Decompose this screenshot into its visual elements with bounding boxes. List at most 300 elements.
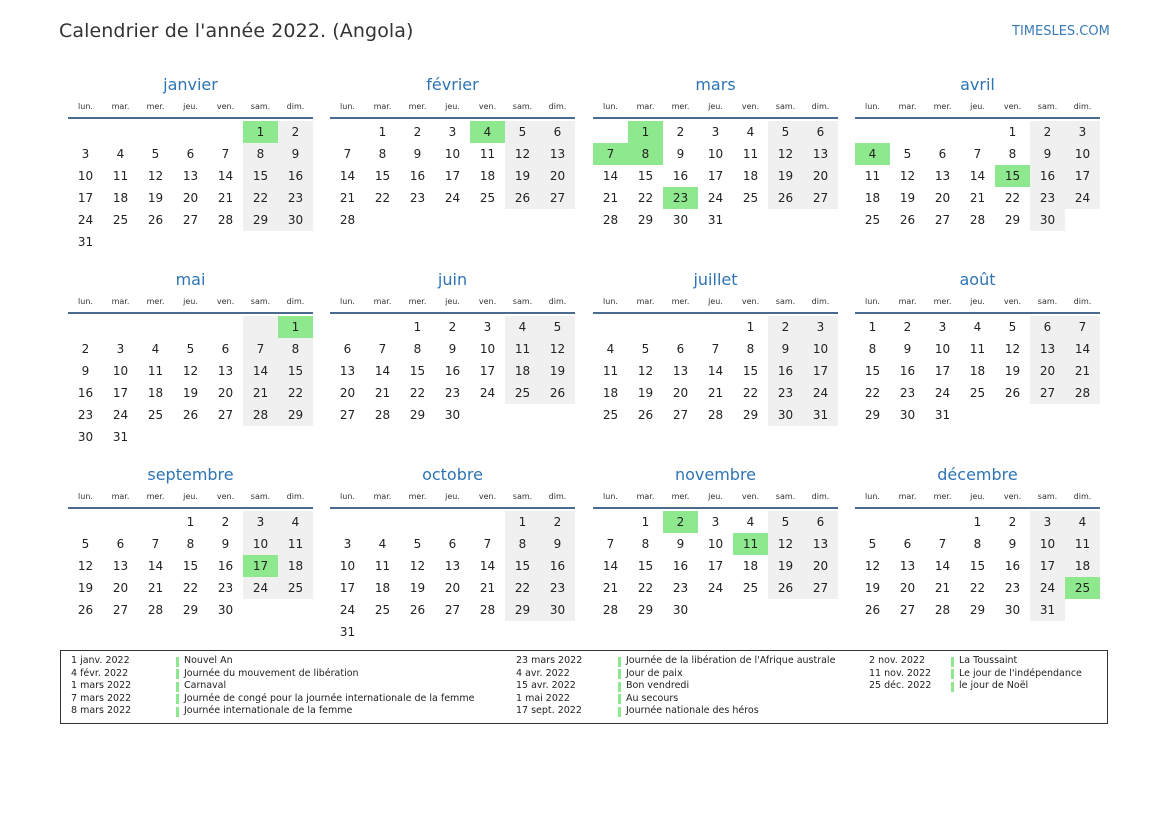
day-cell[interactable]: 18 — [374, 581, 391, 595]
day-cell[interactable]: 31 — [1030, 599, 1065, 621]
day-cell[interactable]: 29 — [182, 603, 199, 617]
day-cell[interactable]: 16 — [278, 165, 313, 187]
holiday-day-cell[interactable]: 7 — [593, 143, 628, 165]
day-cell[interactable]: 30 — [278, 209, 313, 231]
day-cell[interactable]: 5 — [868, 537, 877, 551]
day-cell[interactable]: 30 — [672, 213, 689, 227]
day-cell[interactable]: 2 — [221, 515, 230, 529]
day-cell[interactable]: 28 — [1065, 382, 1100, 404]
day-cell[interactable]: 8 — [641, 537, 650, 551]
holiday-day-cell[interactable]: 1 — [243, 121, 278, 143]
day-cell[interactable]: 10 — [444, 147, 461, 161]
day-cell[interactable]: 21 — [602, 191, 619, 205]
day-cell[interactable]: 14 — [602, 559, 619, 573]
day-cell[interactable]: 3 — [711, 515, 720, 529]
day-cell[interactable]: 13 — [182, 169, 199, 183]
day-cell[interactable]: 21 — [1065, 360, 1100, 382]
day-cell[interactable]: 10 — [112, 364, 129, 378]
day-cell[interactable]: 7 — [221, 147, 230, 161]
day-cell[interactable]: 20 — [803, 555, 838, 577]
holiday-day-cell[interactable]: 2 — [663, 511, 698, 533]
day-cell[interactable]: 2 — [1030, 121, 1065, 143]
day-cell[interactable]: 11 — [278, 533, 313, 555]
day-cell[interactable]: 11 — [479, 147, 496, 161]
day-cell[interactable]: 22 — [505, 577, 540, 599]
day-cell[interactable]: 23 — [899, 386, 916, 400]
day-cell[interactable]: 28 — [374, 408, 391, 422]
day-cell[interactable]: 29 — [278, 404, 313, 426]
day-cell[interactable]: 7 — [151, 537, 160, 551]
day-cell[interactable]: 22 — [243, 187, 278, 209]
day-cell[interactable]: 3 — [1065, 121, 1100, 143]
day-cell[interactable]: 3 — [1030, 511, 1065, 533]
day-cell[interactable]: 12 — [182, 364, 199, 378]
day-cell[interactable]: 5 — [151, 147, 160, 161]
day-cell[interactable]: 24 — [803, 382, 838, 404]
day-cell[interactable]: 22 — [637, 581, 654, 595]
day-cell[interactable]: 14 — [707, 364, 724, 378]
day-cell[interactable]: 29 — [1004, 213, 1021, 227]
day-cell[interactable]: 24 — [444, 191, 461, 205]
day-cell[interactable]: 14 — [1065, 338, 1100, 360]
day-cell[interactable]: 17 — [112, 386, 129, 400]
day-cell[interactable]: 4 — [973, 320, 982, 334]
day-cell[interactable]: 9 — [903, 342, 912, 356]
day-cell[interactable]: 9 — [676, 147, 685, 161]
day-cell[interactable]: 21 — [969, 191, 986, 205]
day-cell[interactable]: 13 — [934, 169, 951, 183]
day-cell[interactable]: 3 — [448, 125, 457, 139]
day-cell[interactable]: 24 — [339, 603, 356, 617]
day-cell[interactable]: 8 — [746, 342, 755, 356]
day-cell[interactable]: 3 — [343, 537, 352, 551]
day-cell[interactable]: 23 — [77, 408, 94, 422]
day-cell[interactable]: 9 — [221, 537, 230, 551]
day-cell[interactable]: 12 — [147, 169, 164, 183]
day-cell[interactable]: 25 — [742, 581, 759, 595]
day-cell[interactable]: 17 — [1030, 555, 1065, 577]
day-cell[interactable]: 25 — [602, 408, 619, 422]
day-cell[interactable]: 18 — [147, 386, 164, 400]
day-cell[interactable]: 7 — [973, 147, 982, 161]
day-cell[interactable]: 3 — [803, 316, 838, 338]
day-cell[interactable]: 25 — [278, 577, 313, 599]
day-cell[interactable]: 15 — [243, 165, 278, 187]
day-cell[interactable]: 23 — [1004, 581, 1021, 595]
day-cell[interactable]: 6 — [448, 537, 457, 551]
day-cell[interactable]: 11 — [147, 364, 164, 378]
day-cell[interactable]: 18 — [864, 191, 881, 205]
day-cell[interactable]: 12 — [768, 533, 803, 555]
day-cell[interactable]: 26 — [768, 577, 803, 599]
day-cell[interactable]: 21 — [147, 581, 164, 595]
day-cell[interactable]: 25 — [147, 408, 164, 422]
day-cell[interactable]: 3 — [938, 320, 947, 334]
day-cell[interactable]: 18 — [1065, 555, 1100, 577]
day-cell[interactable]: 27 — [934, 213, 951, 227]
day-cell[interactable]: 17 — [1065, 165, 1100, 187]
day-cell[interactable]: 23 — [444, 386, 461, 400]
day-cell[interactable]: 17 — [707, 559, 724, 573]
day-cell[interactable]: 26 — [637, 408, 654, 422]
day-cell[interactable]: 7 — [711, 342, 720, 356]
holiday-day-cell[interactable]: 23 — [663, 187, 698, 209]
day-cell[interactable]: 9 — [81, 364, 90, 378]
day-cell[interactable]: 7 — [378, 342, 387, 356]
day-cell[interactable]: 27 — [339, 408, 356, 422]
day-cell[interactable]: 20 — [217, 386, 234, 400]
day-cell[interactable]: 16 — [1004, 559, 1021, 573]
day-cell[interactable]: 28 — [479, 603, 496, 617]
day-cell[interactable]: 15 — [505, 555, 540, 577]
day-cell[interactable]: 22 — [182, 581, 199, 595]
day-cell[interactable]: 27 — [803, 187, 838, 209]
day-cell[interactable]: 11 — [374, 559, 391, 573]
day-cell[interactable]: 23 — [278, 187, 313, 209]
day-cell[interactable]: 10 — [803, 338, 838, 360]
day-cell[interactable]: 24 — [112, 408, 129, 422]
day-cell[interactable]: 4 — [746, 125, 755, 139]
day-cell[interactable]: 17 — [707, 169, 724, 183]
day-cell[interactable]: 27 — [444, 603, 461, 617]
day-cell[interactable]: 18 — [602, 386, 619, 400]
day-cell[interactable]: 20 — [899, 581, 916, 595]
day-cell[interactable]: 13 — [112, 559, 129, 573]
day-cell[interactable]: 1 — [413, 320, 422, 334]
day-cell[interactable]: 15 — [409, 364, 426, 378]
day-cell[interactable]: 10 — [934, 342, 951, 356]
day-cell[interactable]: 6 — [938, 147, 947, 161]
day-cell[interactable]: 12 — [77, 559, 94, 573]
day-cell[interactable]: 16 — [899, 364, 916, 378]
day-cell[interactable]: 9 — [1008, 537, 1017, 551]
day-cell[interactable]: 8 — [868, 342, 877, 356]
day-cell[interactable]: 16 — [768, 360, 803, 382]
day-cell[interactable]: 25 — [112, 213, 129, 227]
holiday-day-cell[interactable]: 1 — [628, 121, 663, 143]
day-cell[interactable]: 19 — [637, 386, 654, 400]
day-cell[interactable]: 4 — [606, 342, 615, 356]
day-cell[interactable]: 29 — [243, 209, 278, 231]
day-cell[interactable]: 21 — [934, 581, 951, 595]
day-cell[interactable]: 26 — [540, 382, 575, 404]
day-cell[interactable]: 8 — [505, 533, 540, 555]
day-cell[interactable]: 29 — [742, 408, 759, 422]
day-cell[interactable]: 10 — [77, 169, 94, 183]
day-cell[interactable]: 29 — [505, 599, 540, 621]
day-cell[interactable]: 28 — [602, 603, 619, 617]
day-cell[interactable]: 2 — [413, 125, 422, 139]
day-cell[interactable]: 14 — [969, 169, 986, 183]
day-cell[interactable]: 9 — [676, 537, 685, 551]
day-cell[interactable]: 13 — [803, 143, 838, 165]
day-cell[interactable]: 30 — [217, 603, 234, 617]
day-cell[interactable]: 18 — [505, 360, 540, 382]
day-cell[interactable]: 1 — [641, 515, 650, 529]
day-cell[interactable]: 11 — [969, 342, 986, 356]
day-cell[interactable]: 20 — [672, 386, 689, 400]
day-cell[interactable]: 2 — [278, 121, 313, 143]
day-cell[interactable]: 20 — [112, 581, 129, 595]
day-cell[interactable]: 21 — [339, 191, 356, 205]
day-cell[interactable]: 22 — [742, 386, 759, 400]
day-cell[interactable]: 17 — [77, 191, 94, 205]
day-cell[interactable]: 30 — [899, 408, 916, 422]
day-cell[interactable]: 2 — [1008, 515, 1017, 529]
day-cell[interactable]: 5 — [413, 537, 422, 551]
day-cell[interactable]: 26 — [768, 187, 803, 209]
day-cell[interactable]: 21 — [602, 581, 619, 595]
day-cell[interactable]: 11 — [112, 169, 129, 183]
day-cell[interactable]: 2 — [540, 511, 575, 533]
day-cell[interactable]: 25 — [505, 382, 540, 404]
day-cell[interactable]: 19 — [540, 360, 575, 382]
holiday-day-cell[interactable]: 15 — [995, 165, 1030, 187]
day-cell[interactable]: 22 — [278, 382, 313, 404]
day-cell[interactable]: 20 — [803, 165, 838, 187]
day-cell[interactable]: 27 — [1030, 382, 1065, 404]
day-cell[interactable]: 31 — [803, 404, 838, 426]
day-cell[interactable]: 21 — [217, 191, 234, 205]
day-cell[interactable]: 13 — [444, 559, 461, 573]
day-cell[interactable]: 20 — [182, 191, 199, 205]
day-cell[interactable]: 31 — [112, 430, 129, 444]
day-cell[interactable]: 29 — [969, 603, 986, 617]
day-cell[interactable]: 3 — [116, 342, 125, 356]
day-cell[interactable]: 18 — [742, 559, 759, 573]
day-cell[interactable]: 8 — [1008, 147, 1017, 161]
day-cell[interactable]: 24 — [707, 191, 724, 205]
day-cell[interactable]: 25 — [969, 386, 986, 400]
day-cell[interactable]: 5 — [903, 147, 912, 161]
day-cell[interactable]: 4 — [278, 511, 313, 533]
day-cell[interactable]: 29 — [864, 408, 881, 422]
day-cell[interactable]: 12 — [864, 559, 881, 573]
day-cell[interactable]: 25 — [864, 213, 881, 227]
day-cell[interactable]: 11 — [1065, 533, 1100, 555]
day-cell[interactable]: 10 — [243, 533, 278, 555]
day-cell[interactable]: 8 — [278, 338, 313, 360]
holiday-day-cell[interactable]: 8 — [628, 143, 663, 165]
day-cell[interactable]: 6 — [903, 537, 912, 551]
day-cell[interactable]: 24 — [707, 581, 724, 595]
holiday-day-cell[interactable]: 11 — [733, 533, 768, 555]
day-cell[interactable]: 25 — [479, 191, 496, 205]
day-cell[interactable]: 21 — [707, 386, 724, 400]
day-cell[interactable]: 24 — [479, 386, 496, 400]
day-cell[interactable]: 4 — [116, 147, 125, 161]
day-cell[interactable]: 19 — [182, 386, 199, 400]
day-cell[interactable]: 22 — [409, 386, 426, 400]
day-cell[interactable]: 15 — [969, 559, 986, 573]
day-cell[interactable]: 12 — [899, 169, 916, 183]
day-cell[interactable]: 19 — [409, 581, 426, 595]
day-cell[interactable]: 29 — [637, 603, 654, 617]
day-cell[interactable]: 17 — [339, 581, 356, 595]
day-cell[interactable]: 13 — [540, 143, 575, 165]
day-cell[interactable]: 6 — [186, 147, 195, 161]
day-cell[interactable]: 16 — [444, 364, 461, 378]
day-cell[interactable]: 12 — [768, 143, 803, 165]
day-cell[interactable]: 8 — [973, 537, 982, 551]
day-cell[interactable]: 23 — [217, 581, 234, 595]
day-cell[interactable]: 8 — [186, 537, 195, 551]
day-cell[interactable]: 12 — [409, 559, 426, 573]
day-cell[interactable]: 20 — [444, 581, 461, 595]
day-cell[interactable]: 5 — [641, 342, 650, 356]
day-cell[interactable]: 5 — [505, 121, 540, 143]
day-cell[interactable]: 15 — [742, 364, 759, 378]
day-cell[interactable]: 6 — [803, 511, 838, 533]
day-cell[interactable]: 13 — [803, 533, 838, 555]
day-cell[interactable]: 30 — [444, 408, 461, 422]
day-cell[interactable]: 10 — [479, 342, 496, 356]
day-cell[interactable]: 4 — [1065, 511, 1100, 533]
day-cell[interactable]: 1 — [186, 515, 195, 529]
day-cell[interactable]: 19 — [768, 165, 803, 187]
day-cell[interactable]: 5 — [186, 342, 195, 356]
day-cell[interactable]: 28 — [243, 404, 278, 426]
day-cell[interactable]: 8 — [378, 147, 387, 161]
day-cell[interactable]: 1 — [868, 320, 877, 334]
day-cell[interactable]: 26 — [147, 213, 164, 227]
day-cell[interactable]: 3 — [711, 125, 720, 139]
day-cell[interactable]: 19 — [1004, 364, 1021, 378]
day-cell[interactable]: 14 — [934, 559, 951, 573]
day-cell[interactable]: 13 — [217, 364, 234, 378]
day-cell[interactable]: 29 — [409, 408, 426, 422]
day-cell[interactable]: 4 — [746, 515, 755, 529]
day-cell[interactable]: 16 — [672, 559, 689, 573]
day-cell[interactable]: 22 — [969, 581, 986, 595]
day-cell[interactable]: 27 — [803, 577, 838, 599]
day-cell[interactable]: 28 — [934, 603, 951, 617]
day-cell[interactable]: 22 — [374, 191, 391, 205]
day-cell[interactable]: 26 — [864, 603, 881, 617]
day-cell[interactable]: 28 — [707, 408, 724, 422]
day-cell[interactable]: 2 — [81, 342, 90, 356]
day-cell[interactable]: 7 — [1065, 316, 1100, 338]
day-cell[interactable]: 6 — [676, 342, 685, 356]
day-cell[interactable]: 23 — [1030, 187, 1065, 209]
day-cell[interactable]: 13 — [672, 364, 689, 378]
day-cell[interactable]: 6 — [343, 342, 352, 356]
day-cell[interactable]: 19 — [147, 191, 164, 205]
day-cell[interactable]: 8 — [413, 342, 422, 356]
day-cell[interactable]: 30 — [1004, 603, 1021, 617]
day-cell[interactable]: 12 — [637, 364, 654, 378]
day-cell[interactable]: 13 — [1030, 338, 1065, 360]
day-cell[interactable]: 9 — [278, 143, 313, 165]
day-cell[interactable]: 9 — [413, 147, 422, 161]
day-cell[interactable]: 16 — [540, 555, 575, 577]
day-cell[interactable]: 14 — [147, 559, 164, 573]
day-cell[interactable]: 19 — [505, 165, 540, 187]
day-cell[interactable]: 2 — [768, 316, 803, 338]
day-cell[interactable]: 5 — [1008, 320, 1017, 334]
day-cell[interactable]: 1 — [973, 515, 982, 529]
day-cell[interactable]: 9 — [768, 338, 803, 360]
day-cell[interactable]: 11 — [742, 147, 759, 161]
day-cell[interactable]: 7 — [606, 537, 615, 551]
day-cell[interactable]: 23 — [768, 382, 803, 404]
day-cell[interactable]: 27 — [899, 603, 916, 617]
day-cell[interactable]: 19 — [77, 581, 94, 595]
day-cell[interactable]: 16 — [1030, 165, 1065, 187]
day-cell[interactable]: 29 — [637, 213, 654, 227]
day-cell[interactable]: 31 — [934, 408, 951, 422]
day-cell[interactable]: 24 — [1065, 187, 1100, 209]
day-cell[interactable]: 31 — [77, 235, 94, 249]
day-cell[interactable]: 1 — [746, 320, 755, 334]
day-cell[interactable]: 17 — [803, 360, 838, 382]
day-cell[interactable]: 4 — [378, 537, 387, 551]
day-cell[interactable]: 10 — [707, 147, 724, 161]
day-cell[interactable]: 14 — [374, 364, 391, 378]
day-cell[interactable]: 23 — [409, 191, 426, 205]
day-cell[interactable]: 14 — [602, 169, 619, 183]
day-cell[interactable]: 30 — [540, 599, 575, 621]
holiday-day-cell[interactable]: 17 — [243, 555, 278, 577]
day-cell[interactable]: 31 — [707, 213, 724, 227]
day-cell[interactable]: 26 — [505, 187, 540, 209]
holiday-day-cell[interactable]: 4 — [855, 143, 890, 165]
day-cell[interactable]: 3 — [81, 147, 90, 161]
day-cell[interactable]: 15 — [182, 559, 199, 573]
day-cell[interactable]: 27 — [540, 187, 575, 209]
day-cell[interactable]: 14 — [479, 559, 496, 573]
day-cell[interactable]: 17 — [934, 364, 951, 378]
day-cell[interactable]: 14 — [339, 169, 356, 183]
day-cell[interactable]: 22 — [1004, 191, 1021, 205]
day-cell[interactable]: 9 — [448, 342, 457, 356]
day-cell[interactable]: 28 — [339, 213, 356, 227]
day-cell[interactable]: 5 — [768, 511, 803, 533]
day-cell[interactable]: 25 — [742, 191, 759, 205]
day-cell[interactable]: 18 — [969, 364, 986, 378]
day-cell[interactable]: 20 — [339, 386, 356, 400]
day-cell[interactable]: 21 — [243, 382, 278, 404]
day-cell[interactable]: 24 — [243, 577, 278, 599]
day-cell[interactable]: 26 — [899, 213, 916, 227]
day-cell[interactable]: 28 — [147, 603, 164, 617]
day-cell[interactable]: 26 — [182, 408, 199, 422]
holiday-day-cell[interactable]: 1 — [278, 316, 313, 338]
day-cell[interactable]: 7 — [483, 537, 492, 551]
day-cell[interactable]: 19 — [899, 191, 916, 205]
day-cell[interactable]: 8 — [243, 143, 278, 165]
day-cell[interactable]: 4 — [505, 316, 540, 338]
day-cell[interactable]: 22 — [637, 191, 654, 205]
day-cell[interactable]: 2 — [903, 320, 912, 334]
day-cell[interactable]: 11 — [505, 338, 540, 360]
day-cell[interactable]: 5 — [540, 316, 575, 338]
day-cell[interactable]: 16 — [409, 169, 426, 183]
day-cell[interactable]: 10 — [339, 559, 356, 573]
day-cell[interactable]: 18 — [112, 191, 129, 205]
day-cell[interactable]: 12 — [505, 143, 540, 165]
day-cell[interactable]: 30 — [1030, 209, 1065, 231]
day-cell[interactable]: 1 — [378, 125, 387, 139]
day-cell[interactable]: 3 — [243, 511, 278, 533]
day-cell[interactable]: 20 — [540, 165, 575, 187]
day-cell[interactable]: 6 — [221, 342, 230, 356]
day-cell[interactable]: 15 — [374, 169, 391, 183]
day-cell[interactable]: 28 — [217, 213, 234, 227]
day-cell[interactable]: 11 — [602, 364, 619, 378]
day-cell[interactable]: 13 — [339, 364, 356, 378]
day-cell[interactable]: 22 — [864, 386, 881, 400]
